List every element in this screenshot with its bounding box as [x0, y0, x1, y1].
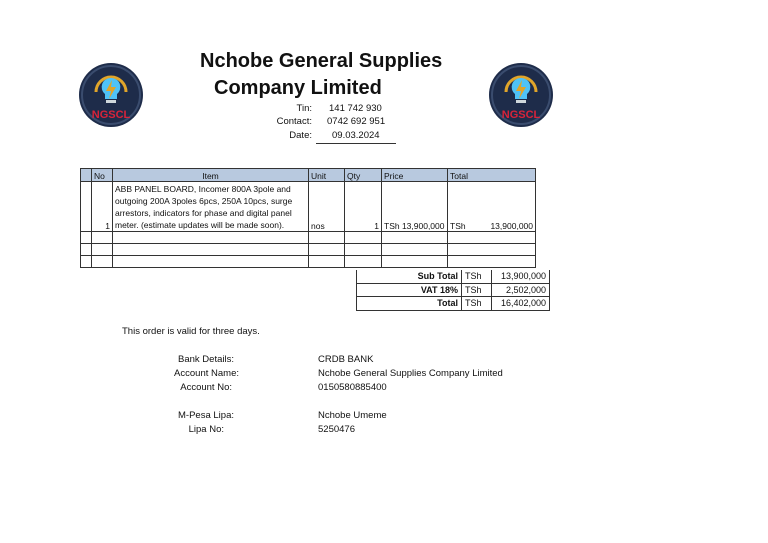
subtotal-currency: TSh [462, 270, 492, 283]
row-total [448, 182, 536, 232]
table-row [81, 182, 536, 232]
row-unit: nos [309, 182, 345, 232]
date-underline [316, 143, 396, 144]
subtotal-value: 13,900,000 [492, 270, 550, 283]
header-unit: Unit [309, 169, 345, 182]
mpesa-label: M-Pesa Lipa: [178, 410, 234, 421]
row-price: TSh 13,900,000 [382, 182, 448, 232]
account-no-label: Account No: [180, 382, 232, 393]
row-no: 1 [92, 182, 113, 232]
row-qty: 1 [345, 182, 382, 232]
validity-note: This order is valid for three days. [122, 326, 260, 337]
contact-value: 0742 692 951 [327, 116, 386, 127]
row-total-currency: TSh [450, 221, 466, 231]
date-label: Date: [289, 130, 312, 141]
company-name-line2: Company Limited [214, 77, 382, 99]
vat-row [357, 283, 550, 297]
header-no: No [92, 169, 113, 182]
header-total: Total [448, 169, 536, 182]
vat-label: VAT 18% [357, 283, 462, 297]
header-qty: Qty [345, 169, 382, 182]
company-logo-right [488, 62, 554, 128]
header-item: Item [113, 169, 309, 182]
tin-label: Tin: [296, 103, 312, 114]
row-total-value: 13,900,000 [490, 221, 533, 231]
tin-value: 141 742 930 [329, 103, 382, 114]
company-logo-left [78, 62, 144, 128]
account-name-value: Nchobe General Supplies Company Limited [318, 368, 503, 379]
table-header-row [81, 169, 536, 182]
header-blank [81, 169, 92, 182]
table-row-empty [81, 256, 536, 268]
bank-value: CRDB BANK [318, 354, 374, 365]
table-row-empty [81, 232, 536, 244]
svg-text:NGSCL: NGSCL [91, 109, 131, 121]
total-value: 16,402,000 [492, 297, 550, 311]
vat-value: 2,502,000 [492, 283, 550, 297]
total-currency: TSh [462, 297, 492, 311]
account-name-label: Account Name: [174, 368, 239, 379]
subtotal-row [357, 270, 550, 283]
date-value: 09.03.2024 [332, 130, 380, 141]
lipa-no-label: Lipa No: [188, 424, 224, 435]
mpesa-value: Nchobe Umeme [318, 410, 387, 421]
company-name-line1: Nchobe General Supplies [200, 50, 443, 72]
row-item: ABB PANEL BOARD, Incomer 800A 3pole and outgoing 200A 3poles 6pcs, 250A 10pcs, surge arrestors, indicators for phase and digital panel meter. (estimate updates will be made soon). [113, 182, 309, 232]
subtotal-label: Sub Total [357, 270, 462, 283]
contact-label: Contact: [276, 116, 312, 127]
lipa-no-value: 5250476 [318, 424, 355, 435]
total-label: Total [357, 297, 462, 311]
total-row [357, 297, 550, 311]
bank-label: Bank Details: [178, 354, 234, 365]
header-price: Price [382, 169, 448, 182]
svg-text:NGSCL: NGSCL [501, 109, 541, 121]
table-row-empty [81, 244, 536, 256]
vat-currency: TSh [462, 283, 492, 297]
totals-table [356, 270, 550, 311]
account-no-value: 0150580885400 [318, 382, 387, 393]
items-table [80, 168, 536, 268]
